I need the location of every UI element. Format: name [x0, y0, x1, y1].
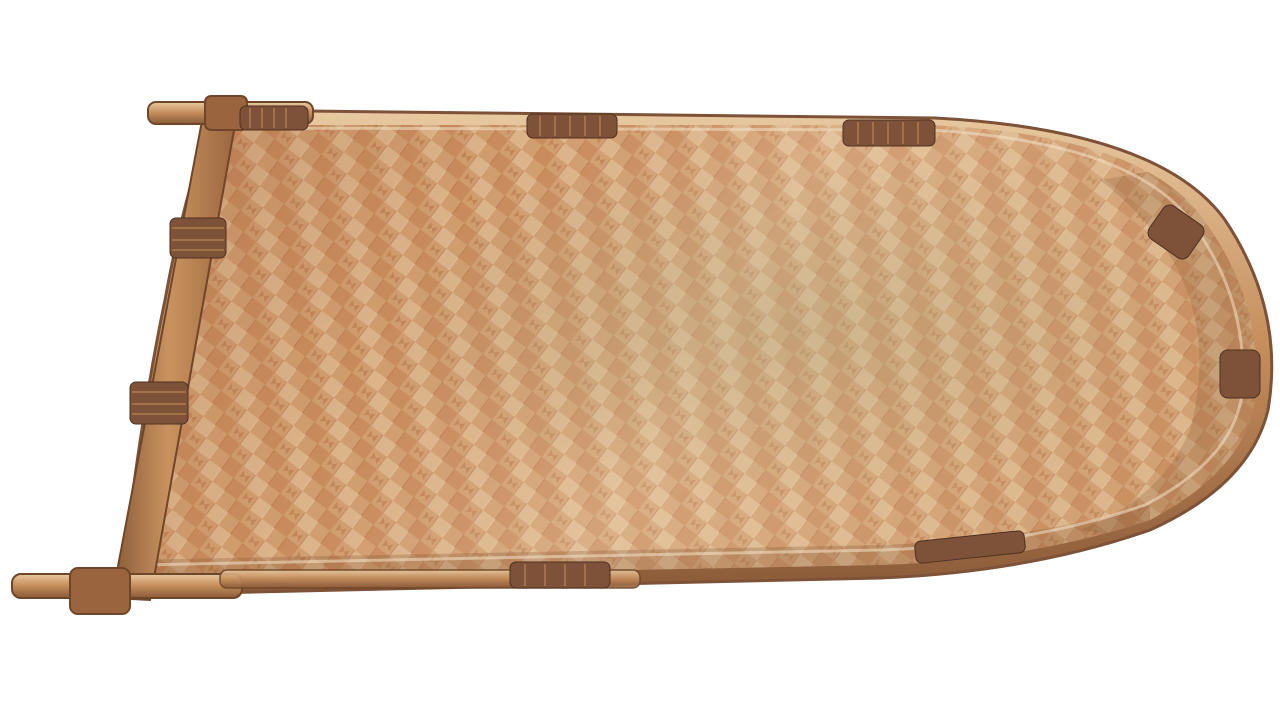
woven-basket-body: [100, 100, 1280, 600]
